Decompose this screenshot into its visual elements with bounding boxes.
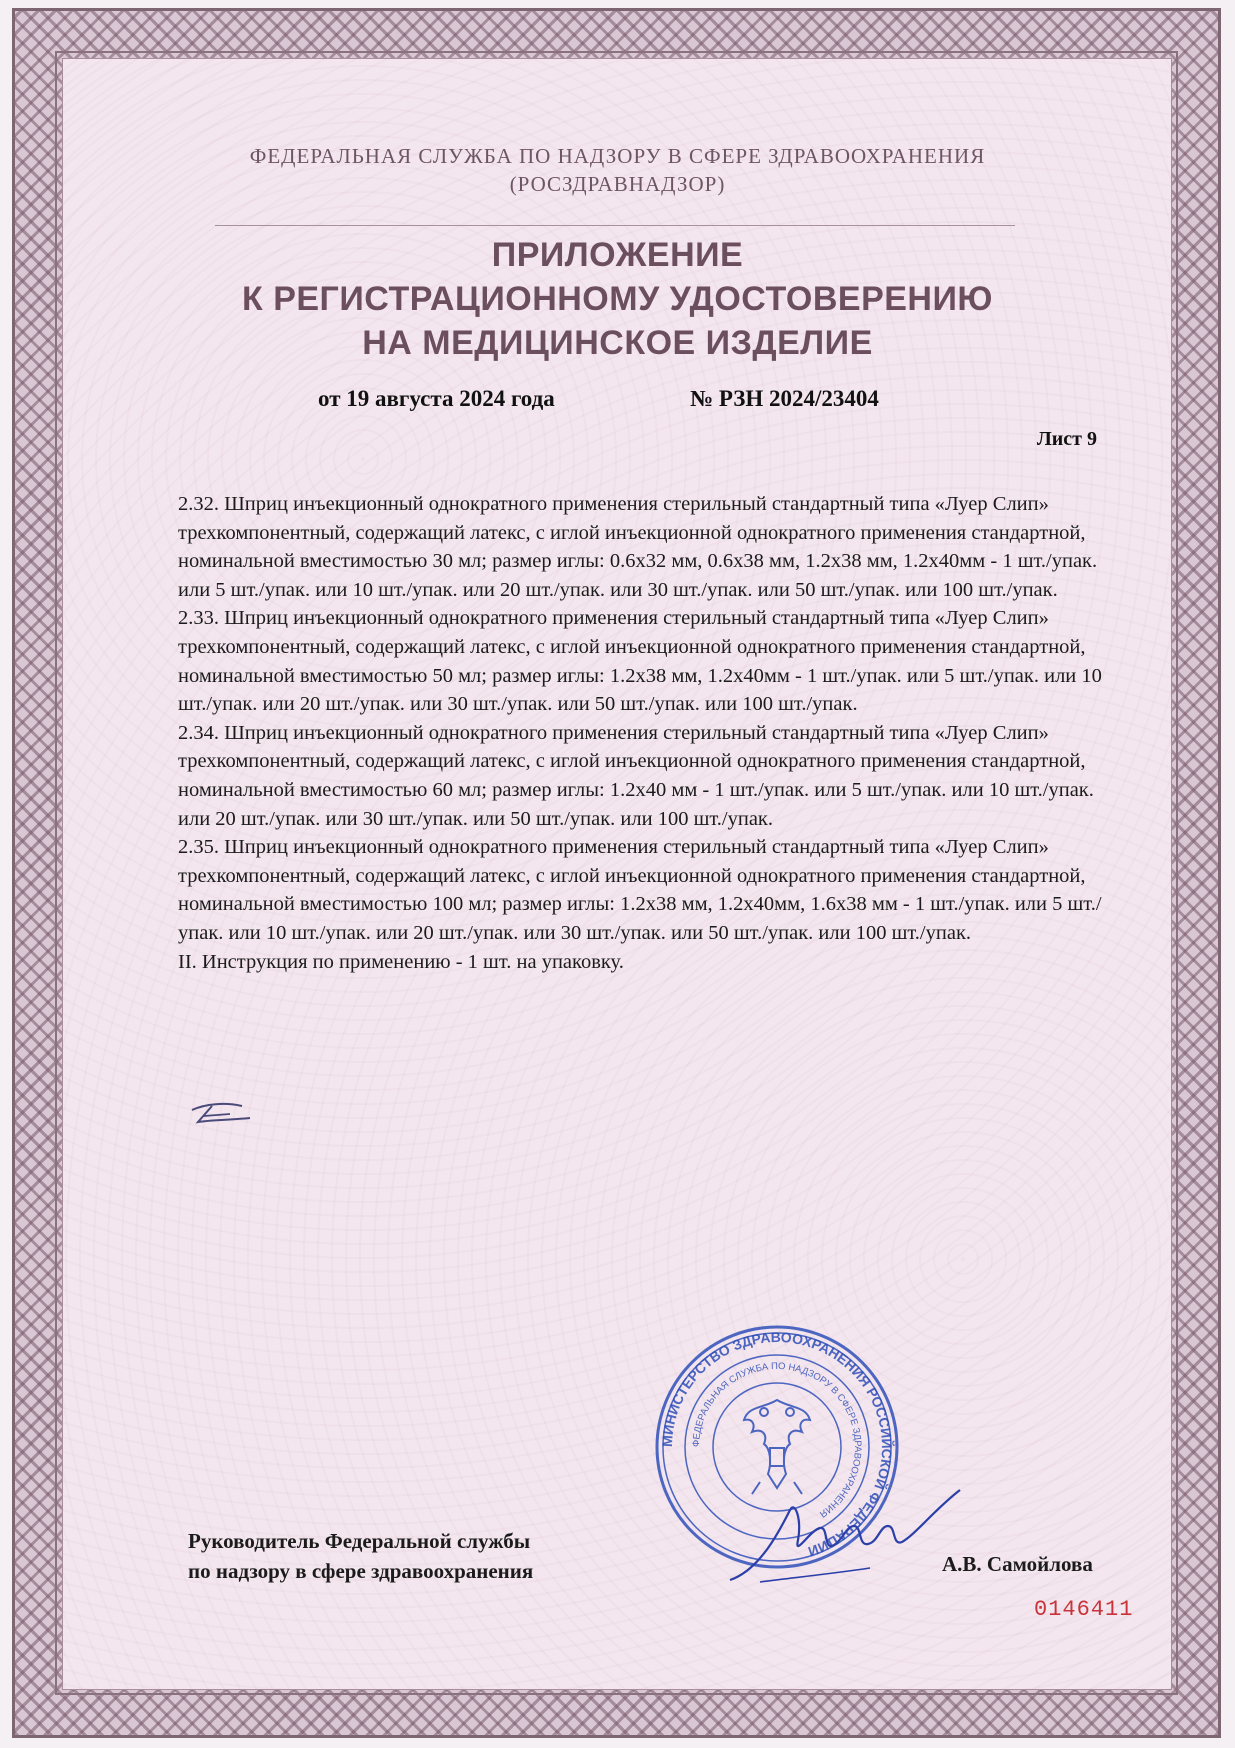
signer-position-line-1: Руководитель Федеральной службы [188, 1529, 531, 1553]
header-divider [215, 225, 1015, 226]
title-line-1: ПРИЛОЖЕНИЕ [491, 236, 744, 274]
signer-position-line-2: по надзору в сфере здравоохранения [188, 1559, 534, 1583]
signer-name: А.В. Самойлова [942, 1552, 1093, 1576]
registration-number: № РЗН 2024/23404 [690, 386, 879, 411]
stamp-outer-text: МИНИСТЕРСТВО ЗДРАВООХРАНЕНИЯ РОССИЙСКОЙ ФЕДЕРАЦИИ [658, 1328, 896, 1560]
agency-name: ФЕДЕРАЛЬНАЯ СЛУЖБА ПО НАДЗОРУ В СФЕРЕ ЗДРАВООХРАНЕНИЯ [249, 144, 986, 168]
agency-abbreviation: (РОСЗДРАВНАДЗОР) [509, 172, 726, 196]
title-line-2: К РЕГИСТРАЦИОННОМУ УДОСТОВЕРЕНИЮ [242, 280, 993, 318]
stamp-inner-text: ФЕДЕРАЛЬНАЯ СЛУЖБА ПО НАДЗОРУ В СФЕРЕ ЗДРАВООХРАНЕНИЯ [690, 1360, 864, 1520]
signer-position [188, 1526, 533, 1586]
serial-number: 0146411 [1034, 1597, 1134, 1622]
list-item: II. Инструкция по применению - 1 шт. на упаковку. [178, 950, 624, 973]
signature [720, 1470, 990, 1600]
list-item: 2.32. Шприц инъекционный однократного применения стерильный стандартный типа «Луер Слип» трехкомпонентный, содержащий латекс, с иглой инъекционной однократного применения стандартной, номинальной вместимостью 30 мл; размер иглы: 0.6х32 мм, 0.6х38 мм, 1.2х38 мм, 1.2х40мм - 1 шт./упак. или 5 шт./упак. или 10 шт./упак. или 20 шт./упак. или 30 шт./упак. или 50 шт./упак. или 100 шт./упак. [178, 493, 1098, 601]
handwritten-initials [190, 1096, 260, 1136]
title-line-3: НА МЕДИЦИНСКОЕ ИЗДЕЛИЕ [362, 324, 873, 362]
list-item: 2.35. Шприц инъекционный однократного применения стерильный стандартный типа «Луер Слип» трехкомпонентный, содержащий латекс, с иглой инъекционной однократного применения стандартной, номинальной вместимостью 100 мл; размер иглы: 1.2х38 мм, 1.2х40мм, 1.6х38 мм - 1 шт./упак. или 5 шт./упак. или 10 шт./упак. или 20 шт./упак. или 30 шт./упак. или 50 шт./упак. или 100 шт./упак. [178, 836, 1102, 944]
document-body [178, 490, 1108, 976]
issue-date: от 19 августа 2024 года [318, 386, 555, 411]
list-item: 2.33. Шприц инъекционный однократного применения стерильный стандартный типа «Луер Слип» трехкомпонентный, содержащий латекс, с иглой инъекционной однократного применения стандартной, номинальной вместимостью 50 мл; размер иглы: 1.2х38 мм, 1.2х40мм - 1 шт./упак. или 5 шт./упак. или 10 шт./упак. или 20 шт./упак. или 30 шт./упак. или 50 шт./упак. или 100 шт./упак. [178, 607, 1102, 716]
list-item: 2.34. Шприц инъекционный однократного применения стерильный стандартный типа «Луер Слип» трехкомпонентный, содержащий латекс, с иглой инъекционной однократного применения стандартной, номинальной вместимостью 60 мл; размер иглы: 1.2х40 мм - 1 шт./упак. или 5 шт./упак. или 10 шт./упак. или 20 шт./упак. или 30 шт./упак. или 50 шт./упак. или 100 шт./упак. [178, 721, 1094, 830]
sheet-number: Лист 9 [1036, 428, 1097, 450]
document-title [0, 233, 1235, 365]
agency-header [0, 142, 1235, 198]
